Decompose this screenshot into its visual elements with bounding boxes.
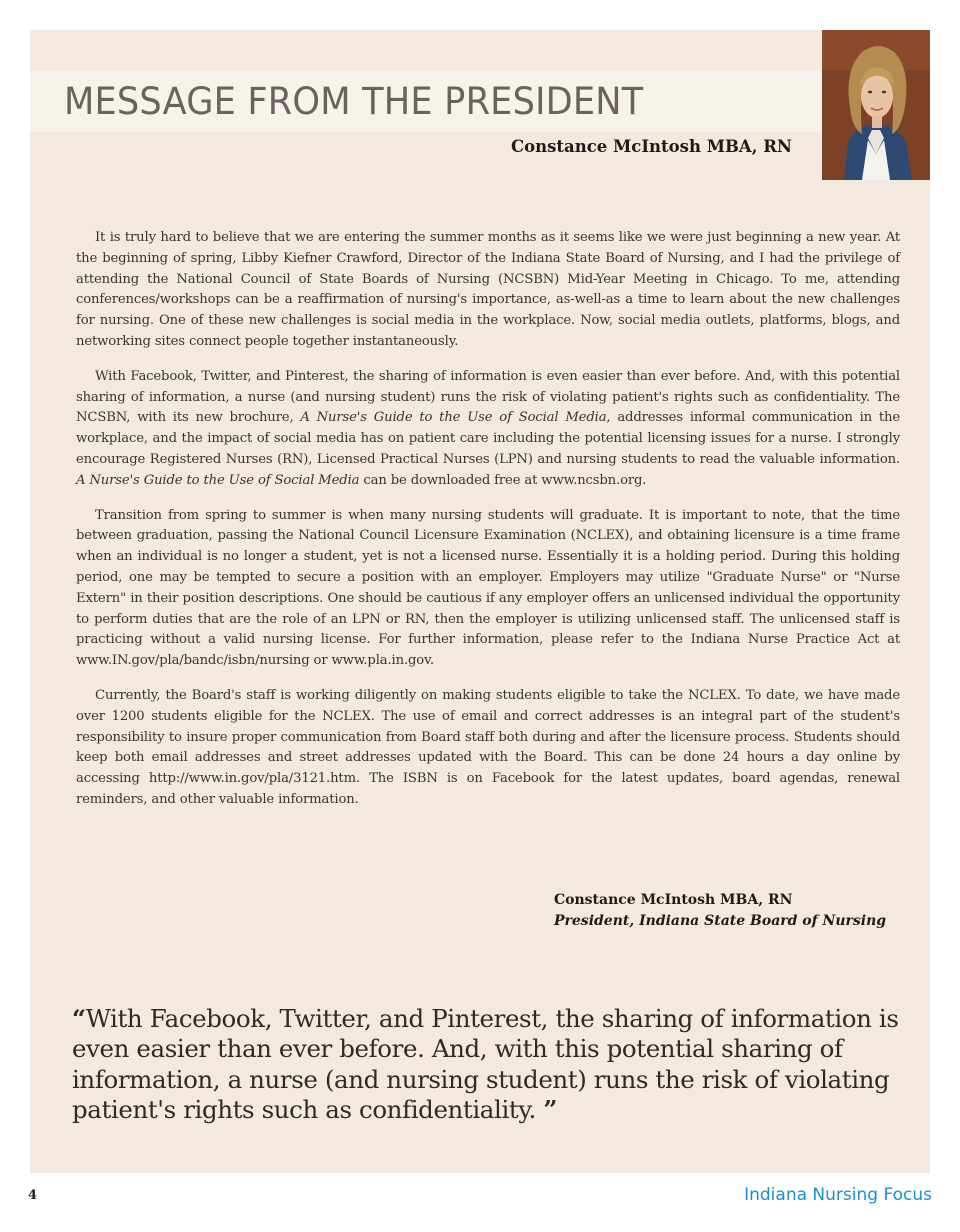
paragraph-text: , addresses informal communication in the workplace, and the impact of social media has on patient care including the potential licensing issues for a nurse. I strongly encourage Registered Nurses (RN), Licensed Practical Nurses (LPN) and nursing students to read the valuable information. — [76, 410, 901, 467]
brochure-title: A Nurse's Guide to the Use of Social Media — [76, 472, 360, 488]
paragraph-text: With Facebook, Twitter, and Pinterest, the sharing of information is even easier than ever before. And, with this potential sharing of information, a nurse (and nursing student) runs the risk of violating patient's rights such as confidentiality. The NCSBN, with its new brochure, — [76, 368, 900, 426]
pull-quote — [72, 1004, 912, 1125]
article-paragraph: Transition from spring to summer is when many nursing students will graduate. It is important to note, that the time between graduation, passing the National Council Licensure Examination (NCLEX), and obtaining licensure is a time frame when an individual is no longer a student, yet is not a licensed nurse. Essentially it is a holding period. During this holding period, one may be tempted to secure a position with an employer. Employers may utilize "Graduate Nurse" or "Nurse Extern" in their position descriptions. One should be cautious if any employer offers an unlicensed individual the opportunity to perform duties that are the role of an LPN or RN, then the employer is utilizing unlicensed staff. The unlicensed staff is practicing without a valid nursing license. For further information, please refer to the Indiana Nurse Practice Act at www.IN.gov/pla/bandc/isbn/nursing or www.pla.in.gov. — [76, 507, 900, 669]
signature-name: Constance McIntosh MBA, RN — [554, 892, 793, 908]
article-paragraph: It is truly hard to believe that we are entering the summer months as it seems like we were just beginning a new year. At the beginning of spring, Libby Kiefner Crawford, Director of the Indiana State Board of Nursing, and I had the privilege of attending the National Council of State Boards of Nursing (NCSBN) Mid-Year Meeting in Chicago. To me, attending conferences/workshops can be a reaffirmation of nursing's importance, as-well-as a time to learn about the new challenges for nursing. One of these new challenges is social media in the workplace. Now, social media outlets, platforms, blogs, and networking sites connect people together instantaneously. — [76, 230, 900, 349]
portrait-photo-icon — [822, 30, 930, 180]
article-paragraph — [76, 367, 900, 492]
author-byline: Constance McIntosh MBA, RN — [511, 137, 792, 156]
brochure-title: A Nurse's Guide to the Use of Social Media — [300, 410, 607, 426]
paragraph-text: can be downloaded free at www.ncsbn.org. — [359, 472, 647, 488]
signature-block — [554, 890, 886, 932]
signature-role: President, Indiana State Board of Nursing — [554, 913, 887, 929]
page-number: 4 — [28, 1188, 38, 1203]
close-quote-mark: ” — [543, 1094, 558, 1124]
article-body — [76, 228, 900, 825]
pull-quote-text: With Facebook, Twitter, and Pinterest, the sharing of information is even easier than ever before. And, with this potential sharing of information, a nurse (and nursing student) runs the risk of violating patient's rights such as confidentiality. — [72, 1004, 899, 1124]
publication-name: Indiana Nursing Focus — [744, 1185, 932, 1205]
open-quote-mark: “ — [72, 1004, 86, 1033]
page-title: MESSAGE FROM THE PRESIDENT — [64, 80, 644, 123]
article-paragraph: Currently, the Board's staff is working diligently on making students eligible to take the NCLEX. To date, we have made over 1200 students eligible for the NCLEX. The use of email and correct addresses is an integral part of the student's responsibility to insure proper communication from Board staff both during and after the licensure process. Students should keep both email addresses and street addresses updated with the Board. This can be done 24 hours a day online by accessing http://www.in.gov/pla/3121.htm. The ISBN is on Facebook for the latest updates, board agendas, renewal reminders, and other valuable information. — [76, 687, 900, 807]
